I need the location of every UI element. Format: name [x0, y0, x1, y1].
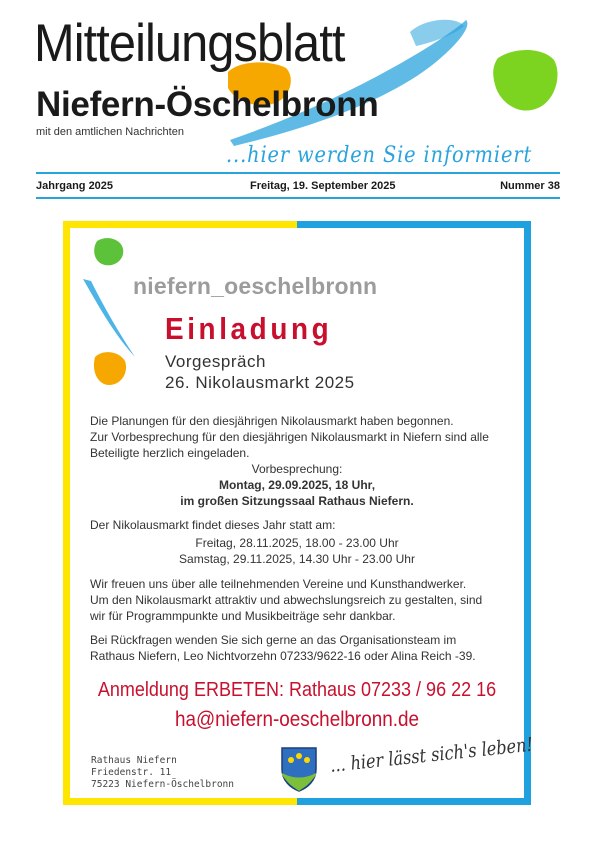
frame-top-blue — [297, 221, 531, 228]
masthead — [0, 0, 596, 192]
market-day: Samstag, 29.11.2025, 14.30 Uhr - 23.00 Uhr — [179, 552, 415, 566]
market-intro: Der Nikolausmarkt findet dieses Jahr statt am: — [90, 518, 336, 532]
frame-top-yellow — [63, 221, 297, 228]
meeting-date: Montag, 29.09.2025, 18 Uhr, — [218, 478, 376, 492]
header-divider-top — [36, 172, 560, 174]
address-line: 75223 Niefern-Öschelbronn — [91, 779, 234, 790]
frame-left-yellow — [63, 221, 70, 805]
thanks-line: Um den Nikolausmarkt attraktiv und abwechslungsreich zu gestalten, sind — [90, 593, 483, 607]
address-line: Rathaus Niefern — [91, 755, 177, 766]
issue-number: Nummer 38 — [500, 180, 560, 192]
frame-bottom-yellow — [63, 798, 297, 805]
issue-volume: Jahrgang 2025 — [36, 180, 114, 192]
green-splash-icon — [493, 50, 557, 111]
meeting-label: Vorbesprechung: — [251, 462, 343, 476]
registration-email[interactable]: ha@niefern-oeschelbronn.de — [174, 708, 420, 731]
market-day: Freitag, 28.11.2025, 18.00 - 23.00 Uhr — [195, 536, 399, 550]
address-line: Friedenstr. 11 — [91, 767, 172, 778]
green-splash-icon — [94, 238, 123, 265]
blue-brush-stroke-icon — [83, 279, 135, 357]
intro-line: Zur Vorbesprechung für den diesjährigen Nikolausmarkt in Niefern sind alle — [90, 430, 489, 444]
thanks-line: wir für Programmpunkte und Musikbeiträge sehr dankbar. — [90, 609, 396, 623]
thanks-line: Wir freuen uns über alle teilnehmenden Vereine und Kunsthandwerker. — [90, 577, 467, 591]
frame-right-blue — [524, 221, 531, 805]
intro-line: Die Planungen für den diesjährigen Nikolausmarkt haben begonnen. — [90, 414, 454, 428]
flyer-paint-logo — [77, 233, 147, 393]
issue-date: Freitag, 19. September 2025 — [250, 180, 396, 192]
publication-title: Mitteilungsblatt — [34, 14, 345, 73]
orange-splash-icon — [94, 352, 126, 385]
intro-line: Beteiligte herzlich eingeladen. — [90, 446, 250, 460]
flyer-heading: Einladung — [165, 311, 333, 346]
contact-line: Rathaus Niefern, Leo Nichtvorzehn 07233/9622-16 oder Alina Reich -39. — [90, 649, 476, 663]
flyer-brand: niefern_oeschelbronn — [133, 273, 378, 299]
contact-line: Bei Rückfragen wenden Sie sich gerne an das Organisationsteam im — [90, 633, 457, 647]
publication-subtitle: mit den amtlichen Nachrichten — [36, 126, 184, 138]
publication-slogan: ...hier werden Sie informiert — [226, 143, 533, 168]
town-name: Niefern-Öschelbronn — [36, 85, 379, 124]
flyer-motto: ... hier lässt sich's leben! — [329, 733, 534, 777]
flyer-subheading: Vorgespräch — [165, 352, 266, 371]
header-divider-bottom — [36, 197, 560, 199]
coat-of-arms-icon — [279, 745, 319, 793]
flyer-event-title: 26. Nikolausmarkt 2025 — [165, 373, 355, 392]
meeting-place: im großen Sitzungssaal Rathaus Niefern. — [180, 494, 414, 508]
frame-bottom-blue — [297, 798, 531, 805]
invitation-flyer — [63, 221, 534, 805]
registration-phone: Anmeldung ERBETEN: Rathaus 07233 / 96 22 16 — [97, 679, 497, 701]
